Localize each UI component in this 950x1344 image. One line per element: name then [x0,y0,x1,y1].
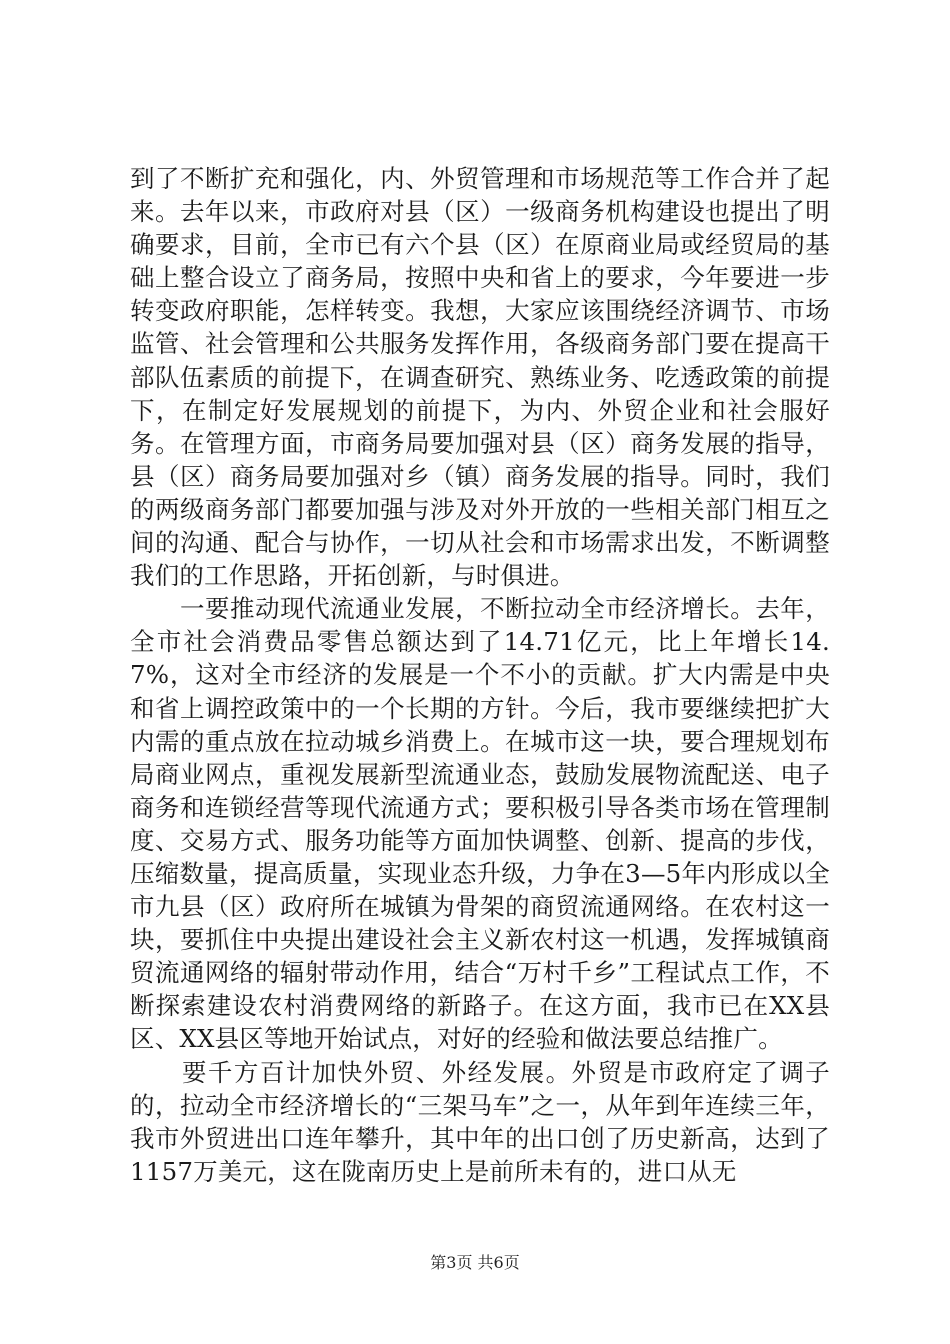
paragraph-3: 要千方百计加快外贸、外经发展。外贸是市政府定了调子的，拉动全市经济增长的“三架马车”之一，从年到年连续三年，我市外贸进出口连年攀升，其中年的出口创了历史新高，达到了1157万美元，这在陇南历史上是前所未有的，进口从无 [130,1057,830,1186]
paragraph-2: 一要推动现代流通业发展，不断拉动全市经济增长。去年，全市社会消费品零售总额达到了14.71亿元，比上年增长14.7%，这对全市经济的发展是一个不小的贡献。扩大内需是中央和省上调控政策中的一个长期的方针。今后，我市要继续把扩大内需的重点放在拉动城乡消费上。在城市这一块，要合理规划布局商业网点，重视发展新型流通业态，鼓励发展物流配送、电子商务和连锁经营等现代流通方式；要积极引导各类市场在管理制度、交易方式、服务功能等方面加快调整、创新、提高的步伐，压缩数量，提高质量，实现业态升级，力争在3—5年内形成以全市九县（区）政府所在城镇为骨架的商贸流通网络。在农村这一块，要抓住中央提出建设社会主义新农村这一机遇，发挥城镇商贸流通网络的辐射带动作用，结合“万村千乡”工程试点工作，不断探索建设农村消费网络的新路子。在这方面，我市已在XX县区、XX县区等地开始试点，对好的经验和做法要总结推广。 [130,594,830,1054]
paragraph-1: 到了不断扩充和强化，内、外贸管理和市场规范等工作合并了起来。去年以来，市政府对县（区）一级商务机构建设也提出了明确要求，目前，全市已有六个县（区）在原商业局或经贸局的基础上整合设立了商务局，按照中央和省上的要求，今年要进一步转变政府职能，怎样转变。我想，大家应该围绕经济调节、市场监管、社会管理和公共服务发挥作用，各级商务部门要在提高干部队伍素质的前提下，在调查研究、熟练业务、吃透政策的前提下，在制定好发展规划的前提下，为内、外贸企业和社会服好务。在管理方面，市商务局要加强对县（区）商务发展的指导，县（区）商务局要加强对乡（镇）商务发展的指导。同时，我们的两级商务部门都要加强与涉及对外开放的一些相关部门相互之间的沟通、配合与协作，一切从社会和市场需求出发，不断调整我们的工作思路，开拓创新，与时俱进。 [130,164,830,591]
page-footer: 第3页 共6页 [430,1253,520,1272]
document-body [130,162,830,1188]
